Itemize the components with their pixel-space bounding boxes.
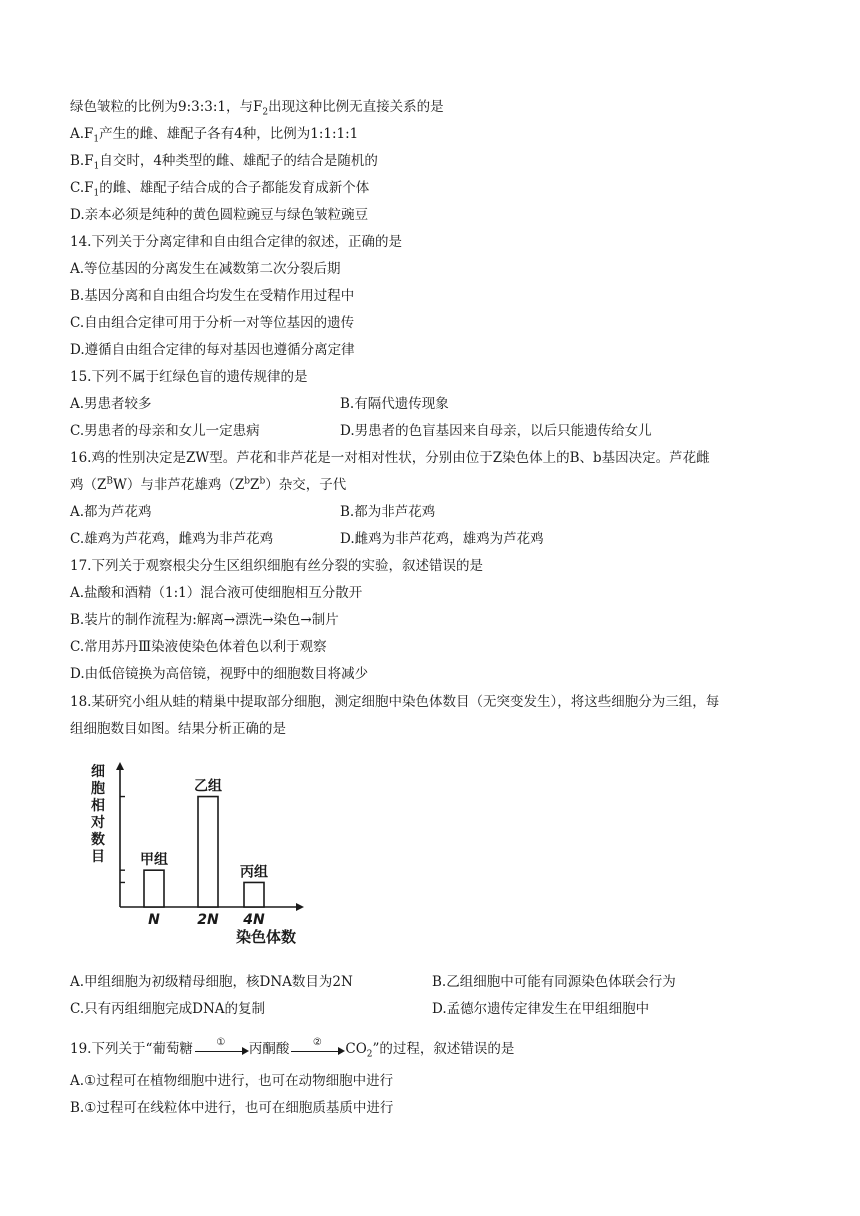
x-tick-label-3: 4N xyxy=(243,912,265,928)
bar-label-1: 甲组 xyxy=(140,852,168,869)
q15-options-cd xyxy=(70,422,800,440)
x-axis-label: 染色体数 xyxy=(235,928,297,946)
q16-options-cd xyxy=(70,530,800,548)
q13-option-a: $A.F_1$产生的雌、雄配子各有4种，比例为1:1:1:1 xyxy=(70,126,359,145)
q16-options-ab xyxy=(70,503,800,521)
q15-option-d: D.男患者的色盲基因来自母亲，以后只能遗传给女儿 xyxy=(340,423,652,439)
q19-option-a: A.①过程可在植物细胞中进行，也可在动物细胞中进行 xyxy=(70,1073,394,1089)
q19-stem: 19.下列关于“葡萄糖 ① 丙酮酸 ② $CO_2$”的过程，叙述错误的是 xyxy=(70,1037,515,1060)
q16-stem-line1: 16.鸡的性别决定是ZW型。芦花和非芦花是一对相对性状，分别由位于Z染色体上的B、b基因决定。芦花雌 xyxy=(70,450,710,466)
chromosome-bar-chart xyxy=(78,752,328,952)
q14-option-d: D.遵循自由组合定律的每对基因也遵循分离定律 xyxy=(70,342,355,358)
q16-stem-line2: 鸡$(Z^BW)$与非芦花雄鸡$(Z^bZ^b)$杂交，子代 xyxy=(70,476,347,493)
q15-option-b: B.有隔代遗传现象 xyxy=(340,396,449,412)
q18-stem-line1: 18.某研究小组从蛙的精巢中提取部分细胞，测定细胞中染色体数目（无突变发生），将这些细胞分为三组，每 xyxy=(70,694,720,710)
y-axis-arrow xyxy=(116,762,124,770)
q17-option-b: B.装片的制作流程为:解离→漂洗→染色→制片 xyxy=(70,612,339,628)
y-axis-label-char: 目 xyxy=(91,849,105,865)
bar-label-2: 乙组 xyxy=(194,778,222,795)
q14-option-b: B.基因分离和自由组合均发生在受精作用过程中 xyxy=(70,288,355,304)
q17-option-a: A.盐酸和酒精（1:1）混合液可使细胞相互分散开 xyxy=(70,585,363,601)
y-axis-label-char: 相 xyxy=(91,798,105,814)
q17-option-d: D.由低倍镜换为高倍镜，视野中的细胞数目将减少 xyxy=(70,666,369,682)
q18-stem-line2: 组细胞数目如图。结果分析正确的是 xyxy=(70,721,286,737)
y-axis-label-char: 对 xyxy=(91,815,105,831)
q13-option-c: $C.F_1$的雌、雄配子结合成的合子都能发育成新个体 xyxy=(70,180,370,199)
x-tick-label-2: 2N xyxy=(197,912,219,928)
bar-1 xyxy=(144,870,164,907)
q16-option-b: B.都为非芦花鸡 xyxy=(340,504,436,520)
q14-stem: 14.下列关于分离定律和自由组合定律的叙述，正确的是 xyxy=(70,234,402,250)
q18-option-a: A.甲组细胞为初级精母细胞，核DNA数目为2N xyxy=(70,974,353,990)
q13-option-b: $B.F_1$自交时，4种类型的雌、雄配子的结合是随机的 xyxy=(70,153,378,172)
q18-option-c: C.只有丙组细胞完成DNA的复制 xyxy=(70,1001,266,1017)
y-axis-label-char: 胞 xyxy=(91,781,105,797)
q15-option-a: A.男患者较多 xyxy=(70,396,152,412)
q15-options-ab xyxy=(70,395,800,413)
q18-option-b: B.乙组细胞中可能有同源染色体联会行为 xyxy=(432,974,676,990)
reaction-arrow-1: ① xyxy=(193,1040,249,1058)
q13-stem-continuation: 绿色皱粒的比例为9:3:3:1，与$F_2$出现这种比例无直接关系的是 xyxy=(70,99,444,118)
y-axis-label-char: 数 xyxy=(91,832,105,848)
bar-2 xyxy=(198,797,218,907)
q17-option-c: C.常用苏丹Ⅲ染液使染色体着色以利于观察 xyxy=(70,639,327,655)
q14-option-c: C.自由组合定律可用于分析一对等位基因的遗传 xyxy=(70,315,355,331)
q15-stem: 15.下列不属于红绿色盲的遗传规律的是 xyxy=(70,369,308,385)
q16-option-a: A.都为芦花鸡 xyxy=(70,504,152,520)
q16-option-d: D.雌鸡为非芦花鸡，雄鸡为芦花鸡 xyxy=(340,531,544,547)
q16-option-c: C.雄鸡为芦花鸡，雌鸡为非芦花鸡 xyxy=(70,531,274,547)
x-axis-arrow xyxy=(296,903,304,911)
q19-option-b: B.①过程可在线粒体中进行，也可在细胞质基质中进行 xyxy=(70,1100,394,1116)
q13-option-d: D.亲本必须是纯种的黄色圆粒豌豆与绿色皱粒豌豆 xyxy=(70,207,369,223)
q18-options-ab xyxy=(70,973,800,991)
q15-option-c: C.男患者的母亲和女儿一定患病 xyxy=(70,423,260,439)
x-tick-label-1: N xyxy=(148,912,160,928)
q18-option-d: D.孟德尔遗传定律发生在甲组细胞中 xyxy=(432,1001,650,1017)
y-axis-label-char: 细 xyxy=(91,764,105,780)
bar-3 xyxy=(244,882,264,907)
reaction-arrow-2: ② xyxy=(289,1040,345,1058)
q17-stem: 17.下列关于观察根尖分生区组织细胞有丝分裂的实验，叙述错误的是 xyxy=(70,558,483,574)
bar-label-3: 丙组 xyxy=(240,864,268,881)
q14-option-a: A.等位基因的分离发生在减数第二次分裂后期 xyxy=(70,261,341,277)
q18-options-cd xyxy=(70,1000,800,1018)
chart-bars xyxy=(140,778,268,907)
